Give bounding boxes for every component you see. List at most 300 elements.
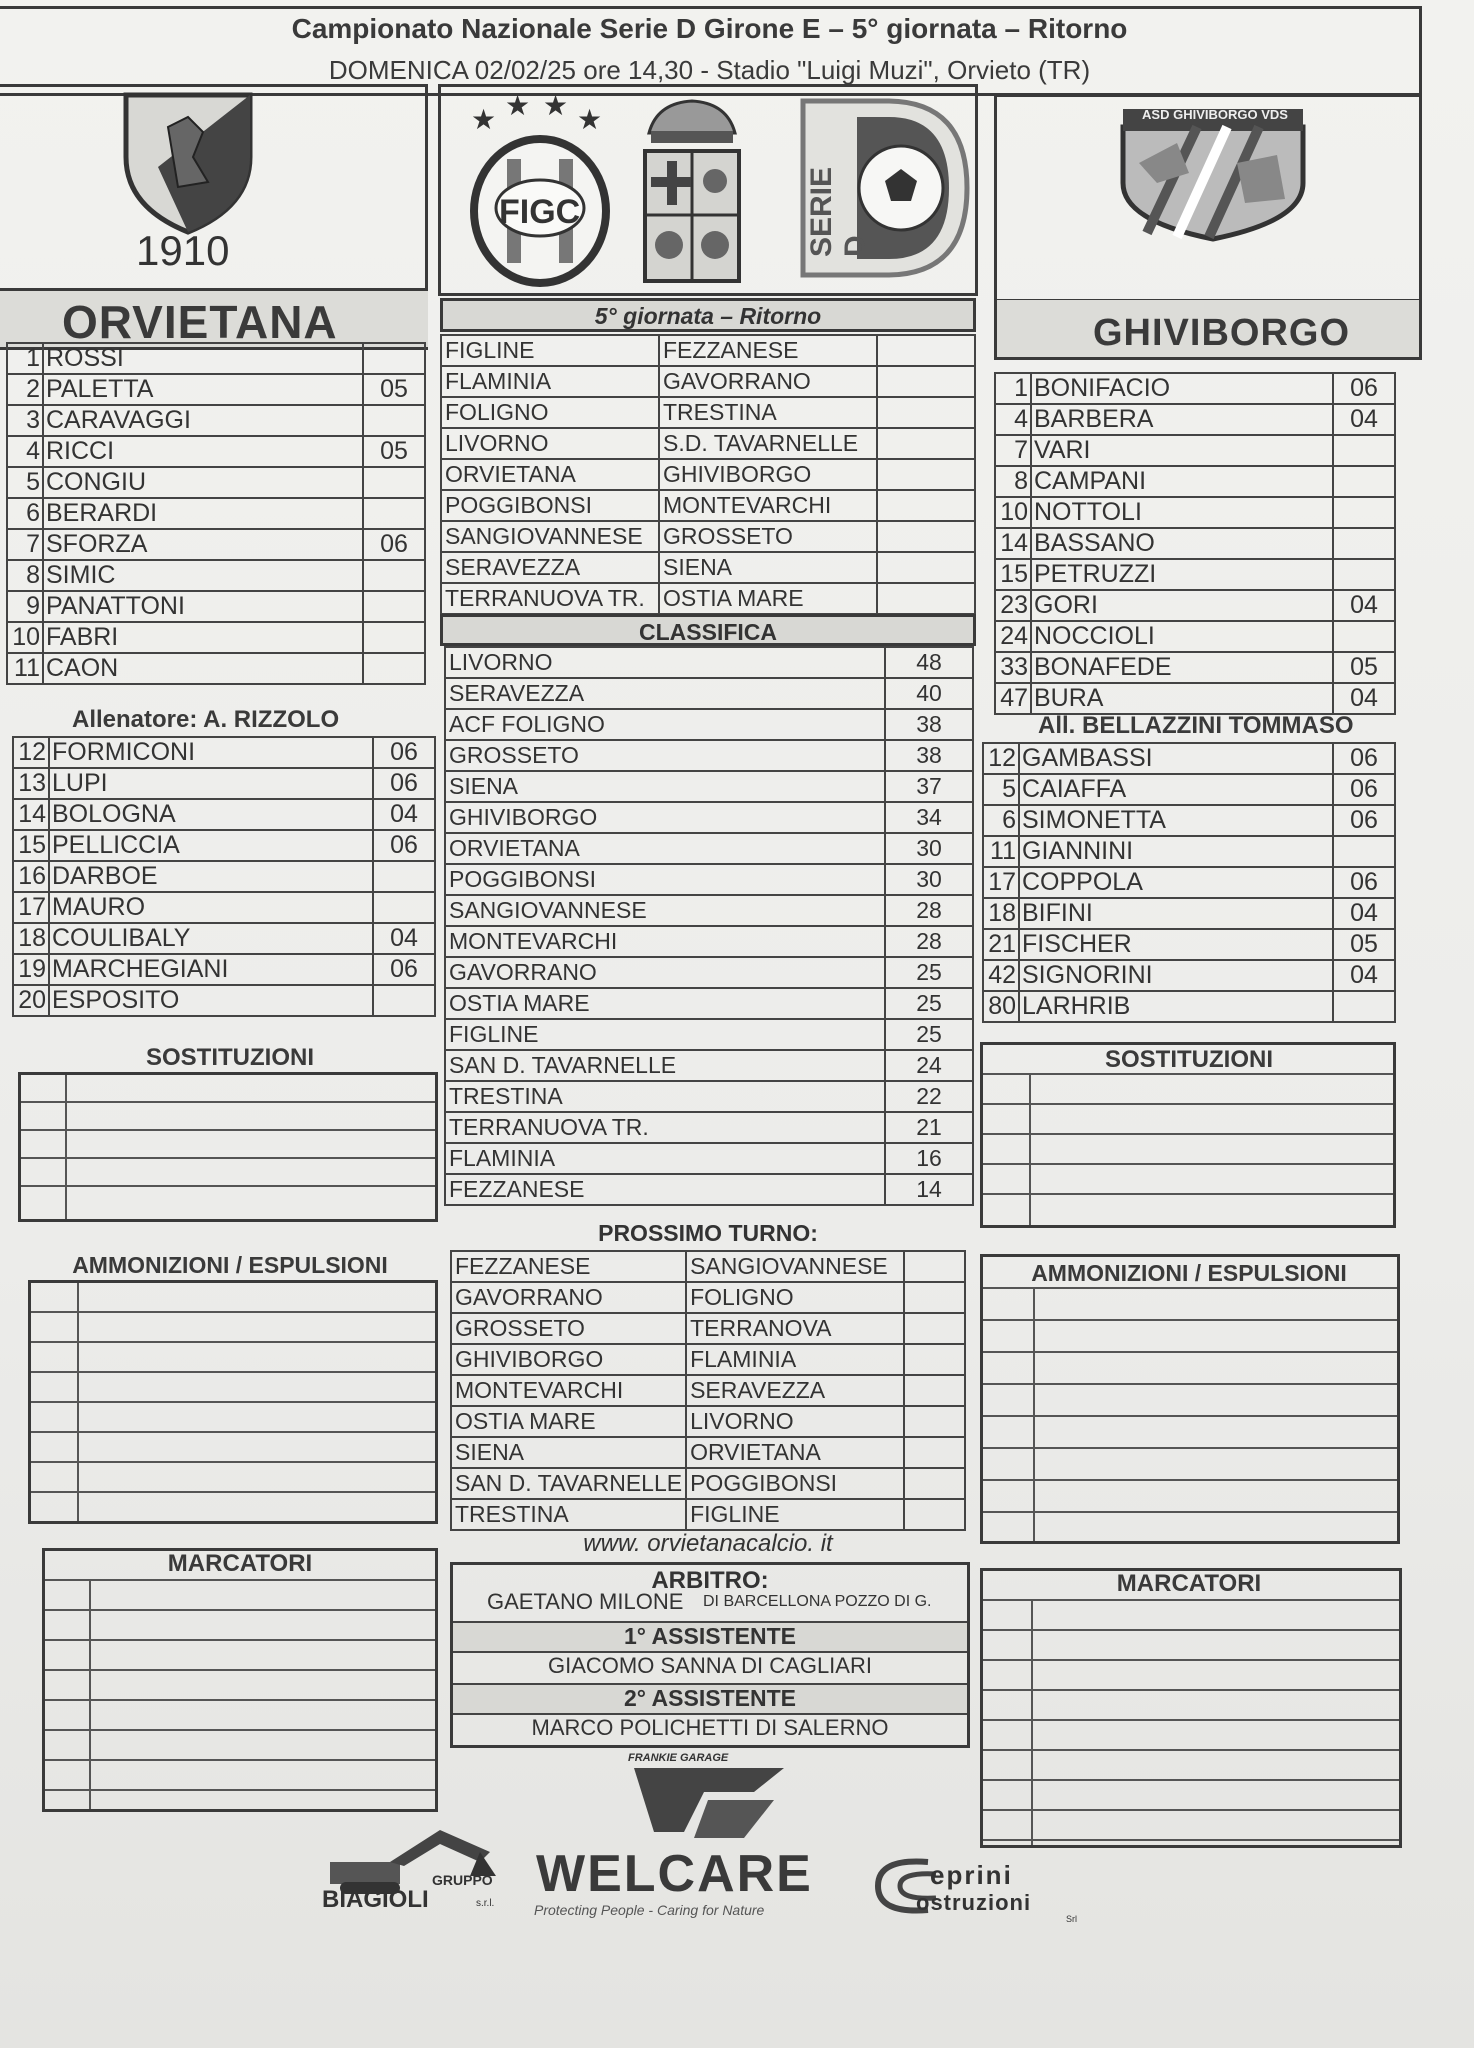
round-title: 5° giornata – Ritorno [594, 303, 822, 329]
fixture-row [441, 521, 975, 552]
player-num: 12 [983, 743, 1019, 774]
referee-title: ARBITRO: [651, 1567, 769, 1594]
fixture-result-cell [877, 397, 975, 428]
player-val [1333, 836, 1395, 867]
standings-points: 21 [885, 1112, 973, 1143]
player-row [995, 528, 1395, 559]
referee-origin: DI BARCELLONA POZZO DI G. [703, 1593, 932, 1610]
fixture-away-team: ORVIETANA [686, 1437, 904, 1468]
player-name: COPPOLA [1019, 867, 1333, 898]
player-name: VARI [1031, 435, 1333, 466]
player-row [995, 621, 1395, 652]
fixture-row [441, 583, 975, 614]
standings-team: POGGIBONSI [445, 864, 885, 895]
player-row [7, 653, 425, 684]
player-row [995, 435, 1395, 466]
player-val [1333, 466, 1395, 497]
fixture-home-team: OSTIA MARE [451, 1406, 686, 1437]
player-row [7, 374, 425, 405]
player-val [1333, 559, 1395, 590]
player-name: COULIBALY [49, 923, 373, 954]
fixture-result-cell [877, 335, 975, 366]
fixture-away-team: GHIVIBORGO [659, 459, 877, 490]
fixture-home-team: SAN D. TAVARNELLE [451, 1468, 686, 1499]
player-name: SIMONETTA [1019, 805, 1333, 836]
player-val [373, 892, 435, 923]
player-num: 18 [13, 923, 49, 954]
player-name: SIGNORINI [1019, 960, 1333, 991]
player-row [983, 867, 1395, 898]
standings-title-bar [440, 614, 976, 646]
player-val: 06 [1333, 805, 1395, 836]
standings-row [445, 1174, 973, 1205]
player-row [7, 498, 425, 529]
player-val [363, 591, 425, 622]
player-val: 06 [373, 768, 435, 799]
standings-points: 25 [885, 988, 973, 1019]
standings-row [445, 1143, 973, 1174]
home-coach: Allenatore: A. RIZZOLO [72, 706, 340, 733]
player-num: 5 [983, 774, 1019, 805]
player-row [995, 652, 1395, 683]
standings-points: 25 [885, 1019, 973, 1050]
fixture-row [441, 397, 975, 428]
standings-points: 14 [885, 1174, 973, 1205]
svg-text:★: ★ [543, 93, 569, 121]
player-val [373, 861, 435, 892]
fixture-result-cell [877, 490, 975, 521]
player-row [995, 497, 1395, 528]
svg-text:★: ★ [471, 104, 497, 135]
fixture-home-team: GHIVIBORGO [451, 1344, 686, 1375]
standings-team: SANGIOVANNESE [445, 895, 885, 926]
fixture-result-cell [877, 366, 975, 397]
player-name: RICCI [43, 436, 363, 467]
fixture-result-cell [877, 428, 975, 459]
player-row [7, 622, 425, 653]
frankie-garage-logo-icon [624, 1752, 794, 1842]
player-row [995, 590, 1395, 621]
player-name: LARHRIB [1019, 991, 1333, 1022]
home-subs-title: SOSTITUZIONI [146, 1044, 314, 1071]
fixture-row [451, 1282, 965, 1313]
player-row [7, 591, 425, 622]
player-name: CARAVAGGI [43, 405, 363, 436]
player-num: 1 [995, 373, 1031, 404]
fixture-result-cell [877, 583, 975, 614]
player-val: 06 [1333, 743, 1395, 774]
player-name: BONAFEDE [1031, 652, 1333, 683]
player-val [363, 622, 425, 653]
away-team-name: GHIVIBORGO [1093, 312, 1351, 354]
player-row [13, 954, 435, 985]
standings-row [445, 833, 973, 864]
next-round-title: PROSSIMO TURNO: [598, 1220, 818, 1246]
fixture-home-team: FOLIGNO [441, 397, 659, 428]
player-val: 04 [373, 923, 435, 954]
fixture-row [451, 1375, 965, 1406]
fixture-row [441, 428, 975, 459]
standings-row [445, 771, 973, 802]
fixture-result-cell [904, 1468, 965, 1499]
player-row [983, 991, 1395, 1022]
fixture-home-team: FLAMINIA [441, 366, 659, 397]
player-row [13, 799, 435, 830]
player-num: 18 [983, 898, 1019, 929]
standings-points: 22 [885, 1081, 973, 1112]
fixture-away-team: FOLIGNO [686, 1282, 904, 1313]
player-num: 10 [7, 622, 43, 653]
player-val: 06 [373, 954, 435, 985]
player-name: PELLICCIA [49, 830, 373, 861]
standings-row [445, 678, 973, 709]
player-num: 47 [995, 683, 1031, 714]
player-num: 21 [983, 929, 1019, 960]
away-crest-panel [994, 94, 1422, 302]
fixture-row [441, 335, 975, 366]
standings-team: GHIVIBORGO [445, 802, 885, 833]
fixture-result-cell [904, 1437, 965, 1468]
player-row [7, 343, 425, 374]
standings-row [445, 988, 973, 1019]
away-cards-box [980, 1254, 1400, 1544]
fixture-home-team: POGGIBONSI [441, 490, 659, 521]
player-name: SIMIC [43, 560, 363, 591]
player-row [995, 404, 1395, 435]
player-num: 7 [995, 435, 1031, 466]
fixture-away-team: MONTEVARCHI [659, 490, 877, 521]
player-row [983, 743, 1395, 774]
player-row [983, 898, 1395, 929]
player-num: 14 [995, 528, 1031, 559]
standings-row [445, 709, 973, 740]
fixture-away-team: GROSSETO [659, 521, 877, 552]
away-name-bar [994, 300, 1422, 360]
player-row [983, 836, 1395, 867]
player-row [13, 985, 435, 1016]
standings-points: 28 [885, 926, 973, 957]
fixture-result-cell [904, 1406, 965, 1437]
assistant2-name: MARCO POLICHETTI DI SALERNO [531, 1715, 889, 1740]
player-num: 9 [7, 591, 43, 622]
player-row [983, 805, 1395, 836]
fixture-away-team: S.D. TAVARNELLE [659, 428, 877, 459]
biagioli-srl-text: s.r.l. [476, 1898, 495, 1909]
standings-points: 38 [885, 709, 973, 740]
player-val [1333, 991, 1395, 1022]
player-val [1333, 497, 1395, 528]
player-val: 06 [373, 830, 435, 861]
player-row [13, 861, 435, 892]
fixture-away-team: TRESTINA [659, 397, 877, 428]
standings-points: 30 [885, 833, 973, 864]
player-num: 8 [7, 560, 43, 591]
player-name: CAIAFFA [1019, 774, 1333, 805]
player-num: 42 [983, 960, 1019, 991]
player-name: BOLOGNA [49, 799, 373, 830]
player-row [983, 929, 1395, 960]
away-coach: All. BELLAZZINI TOMMASO [1038, 712, 1354, 739]
player-num: 16 [13, 861, 49, 892]
standings-row [445, 957, 973, 988]
standings-team: TRESTINA [445, 1081, 885, 1112]
fixture-away-team: OSTIA MARE [659, 583, 877, 614]
fixture-result-cell [904, 1282, 965, 1313]
fixture-home-team: GROSSETO [451, 1313, 686, 1344]
fixture-row [451, 1251, 965, 1282]
fixture-away-team: FLAMINIA [686, 1344, 904, 1375]
frankie-garage-text: FRANKIE GARAGE [628, 1752, 729, 1764]
home-founding-year: 1910 [136, 227, 230, 274]
fixture-home-team: TERRANUOVA TR. [441, 583, 659, 614]
standings-team: SAN D. TAVARNELLE [445, 1050, 885, 1081]
fixture-home-team: ORVIETANA [441, 459, 659, 490]
standings-team: ACF FOLIGNO [445, 709, 885, 740]
fixture-away-team: SANGIOVANNESE [686, 1251, 904, 1282]
player-name: SFORZA [43, 529, 363, 560]
player-num: 24 [995, 621, 1031, 652]
player-num: 17 [13, 892, 49, 923]
standings-team: SIENA [445, 771, 885, 802]
standings-row [445, 647, 973, 678]
fixture-away-team: SIENA [659, 552, 877, 583]
player-val [373, 985, 435, 1016]
player-val: 05 [1333, 652, 1395, 683]
away-bench-table [982, 742, 1396, 1023]
player-val: 06 [1333, 373, 1395, 404]
player-val: 06 [1333, 774, 1395, 805]
player-row [995, 466, 1395, 497]
player-num: 15 [13, 830, 49, 861]
standings-row [445, 802, 973, 833]
fixture-home-team: SIENA [451, 1437, 686, 1468]
home-team-name: ORVIETANA [62, 296, 338, 348]
player-name: MAURO [49, 892, 373, 923]
player-name: BURA [1031, 683, 1333, 714]
championship-title: Campionato Nazionale Serie D Girone E – 5° giornata – Ritorno [291, 13, 1128, 44]
player-num: 6 [983, 805, 1019, 836]
fixture-home-team: TRESTINA [451, 1499, 686, 1530]
fixture-row [451, 1499, 965, 1530]
standings-team: TERRANUOVA TR. [445, 1112, 885, 1143]
fixture-result-cell [904, 1251, 965, 1282]
player-num: 11 [7, 653, 43, 684]
home-cards-title: AMMONIZIONI / ESPULSIONI [72, 1252, 388, 1278]
fixture-away-team: LIVORNO [686, 1406, 904, 1437]
standings-points: 40 [885, 678, 973, 709]
player-name: FORMICONI [49, 737, 373, 768]
standings-points: 34 [885, 802, 973, 833]
away-cards-title: AMMONIZIONI / ESPULSIONI [1031, 1260, 1347, 1286]
player-name: BERARDI [43, 498, 363, 529]
player-row [995, 683, 1395, 714]
standings-team: GROSSETO [445, 740, 885, 771]
standings-row [445, 926, 973, 957]
standings-points: 48 [885, 647, 973, 678]
ceprini-text: eprini [930, 1860, 1013, 1890]
player-num: 13 [13, 768, 49, 799]
player-num: 15 [995, 559, 1031, 590]
away-scorers-box [980, 1568, 1402, 1848]
player-name: CONGIU [43, 467, 363, 498]
standings-team: FIGLINE [445, 1019, 885, 1050]
fixture-row [441, 552, 975, 583]
player-val [1333, 528, 1395, 559]
player-num: 1 [7, 343, 43, 374]
standings-team: MONTEVARCHI [445, 926, 885, 957]
away-subs-title: SOSTITUZIONI [1105, 1046, 1273, 1073]
player-row [7, 467, 425, 498]
player-row [7, 405, 425, 436]
player-name: MARCHEGIANI [49, 954, 373, 985]
player-val [363, 343, 425, 374]
player-name: NOCCIOLI [1031, 621, 1333, 652]
assistant2-title: 2° ASSISTENTE [453, 1683, 967, 1715]
fixture-home-team: GAVORRANO [451, 1282, 686, 1313]
player-num: 12 [13, 737, 49, 768]
player-name: CAON [43, 653, 363, 684]
standings-team: GAVORRANO [445, 957, 885, 988]
player-val [1333, 621, 1395, 652]
player-name: GORI [1031, 590, 1333, 621]
player-val: 05 [1333, 929, 1395, 960]
ghiviborgo-shield-icon [1117, 103, 1309, 243]
player-num: 11 [983, 836, 1019, 867]
fixture-away-team: FEZZANESE [659, 335, 877, 366]
home-bench-table [12, 736, 436, 1017]
home-scorers-box [42, 1548, 438, 1812]
away-scorers-title: MARCATORI [1116, 1570, 1262, 1597]
player-val [363, 405, 425, 436]
standings-points: 28 [885, 895, 973, 926]
svg-text:★: ★ [505, 93, 531, 121]
fixture-row [441, 366, 975, 397]
player-val: 05 [363, 436, 425, 467]
standings-row [445, 895, 973, 926]
fixture-away-team: FIGLINE [686, 1499, 904, 1530]
lnd-coat-of-arms-icon [637, 93, 747, 288]
standings-team: LIVORNO [445, 647, 885, 678]
player-num: 10 [995, 497, 1031, 528]
match-details: DOMENICA 02/02/25 ore 14,30 - Stadio "Luigi Muzi", Orvieto (TR) [328, 55, 1091, 85]
player-val [363, 498, 425, 529]
home-name-bar [0, 288, 428, 350]
player-val [363, 653, 425, 684]
player-row [13, 737, 435, 768]
fixture-result-cell [904, 1499, 965, 1530]
player-row [983, 774, 1395, 805]
player-name: DARBOE [49, 861, 373, 892]
player-name: GIANNINI [1019, 836, 1333, 867]
fixture-home-team: SERAVEZZA [441, 552, 659, 583]
standings-row [445, 1019, 973, 1050]
standings-team: OSTIA MARE [445, 988, 885, 1019]
standings-row [445, 740, 973, 771]
player-val: 06 [373, 737, 435, 768]
player-num: 4 [7, 436, 43, 467]
player-name: LUPI [49, 768, 373, 799]
officials-panel [450, 1562, 970, 1748]
standings-row [445, 864, 973, 895]
biagioli-text: BIAGIOLI [322, 1886, 429, 1913]
home-cards-box [28, 1280, 438, 1524]
away-subs-box [980, 1042, 1396, 1228]
player-row [13, 830, 435, 861]
home-subs-box [18, 1072, 438, 1222]
gruppo-text: GRUPPO [432, 1872, 493, 1888]
player-val: 04 [1333, 960, 1395, 991]
fixture-result-cell [904, 1344, 965, 1375]
player-num: 8 [995, 466, 1031, 497]
player-val: 05 [363, 374, 425, 405]
fixture-home-team: FEZZANESE [451, 1251, 686, 1282]
standings-team: ORVIETANA [445, 833, 885, 864]
player-row [7, 529, 425, 560]
player-num: 19 [13, 954, 49, 985]
fixture-row [451, 1437, 965, 1468]
player-num: 3 [7, 405, 43, 436]
player-name: FISCHER [1019, 929, 1333, 960]
player-val: 04 [1333, 590, 1395, 621]
fixture-row [441, 490, 975, 521]
player-name: ROSSI [43, 343, 363, 374]
fixture-result-cell [877, 552, 975, 583]
player-row [995, 559, 1395, 590]
serie-d-text: SERIE D [805, 166, 872, 257]
standings-points: 37 [885, 771, 973, 802]
fixture-row [451, 1406, 965, 1437]
orvietana-shield-icon [118, 87, 258, 237]
player-name: GAMBASSI [1019, 743, 1333, 774]
player-row [7, 436, 425, 467]
fixture-home-team: LIVORNO [441, 428, 659, 459]
player-num: 17 [983, 867, 1019, 898]
fixture-home-team: FIGLINE [441, 335, 659, 366]
welcare-logo: WELCARE [536, 1845, 813, 1903]
player-num: 2 [7, 374, 43, 405]
standings-table [444, 646, 974, 1206]
player-name: PALETTA [43, 374, 363, 405]
player-row [983, 960, 1395, 991]
player-name: BONIFACIO [1031, 373, 1333, 404]
fixture-result-cell [877, 521, 975, 552]
fixtures-table [440, 334, 976, 615]
standings-row [445, 1112, 973, 1143]
fixture-home-team: SANGIOVANNESE [441, 521, 659, 552]
player-row [7, 560, 425, 591]
welcare-tagline: Protecting People - Caring for Nature [534, 1902, 765, 1918]
assistant1-name: GIACOMO SANNA DI CAGLIARI [548, 1653, 872, 1678]
fixture-result-cell [904, 1375, 965, 1406]
player-val: 06 [1333, 867, 1395, 898]
standings-row [445, 1050, 973, 1081]
home-starters-table [6, 342, 426, 685]
player-val: 04 [1333, 683, 1395, 714]
figc-text: FIGC [499, 193, 581, 231]
referee-name: GAETANO MILONE [487, 1589, 684, 1614]
player-num: 6 [7, 498, 43, 529]
player-num: 33 [995, 652, 1031, 683]
player-val [1333, 435, 1395, 466]
player-name: BASSANO [1031, 528, 1333, 559]
player-val: 04 [1333, 404, 1395, 435]
fixture-away-team: GAVORRANO [659, 366, 877, 397]
center-logo-panel [438, 84, 978, 296]
player-val: 06 [363, 529, 425, 560]
fixture-row [451, 1468, 965, 1499]
fixture-row [441, 459, 975, 490]
website-link[interactable]: www. orvietanacalcio. it [583, 1530, 833, 1557]
